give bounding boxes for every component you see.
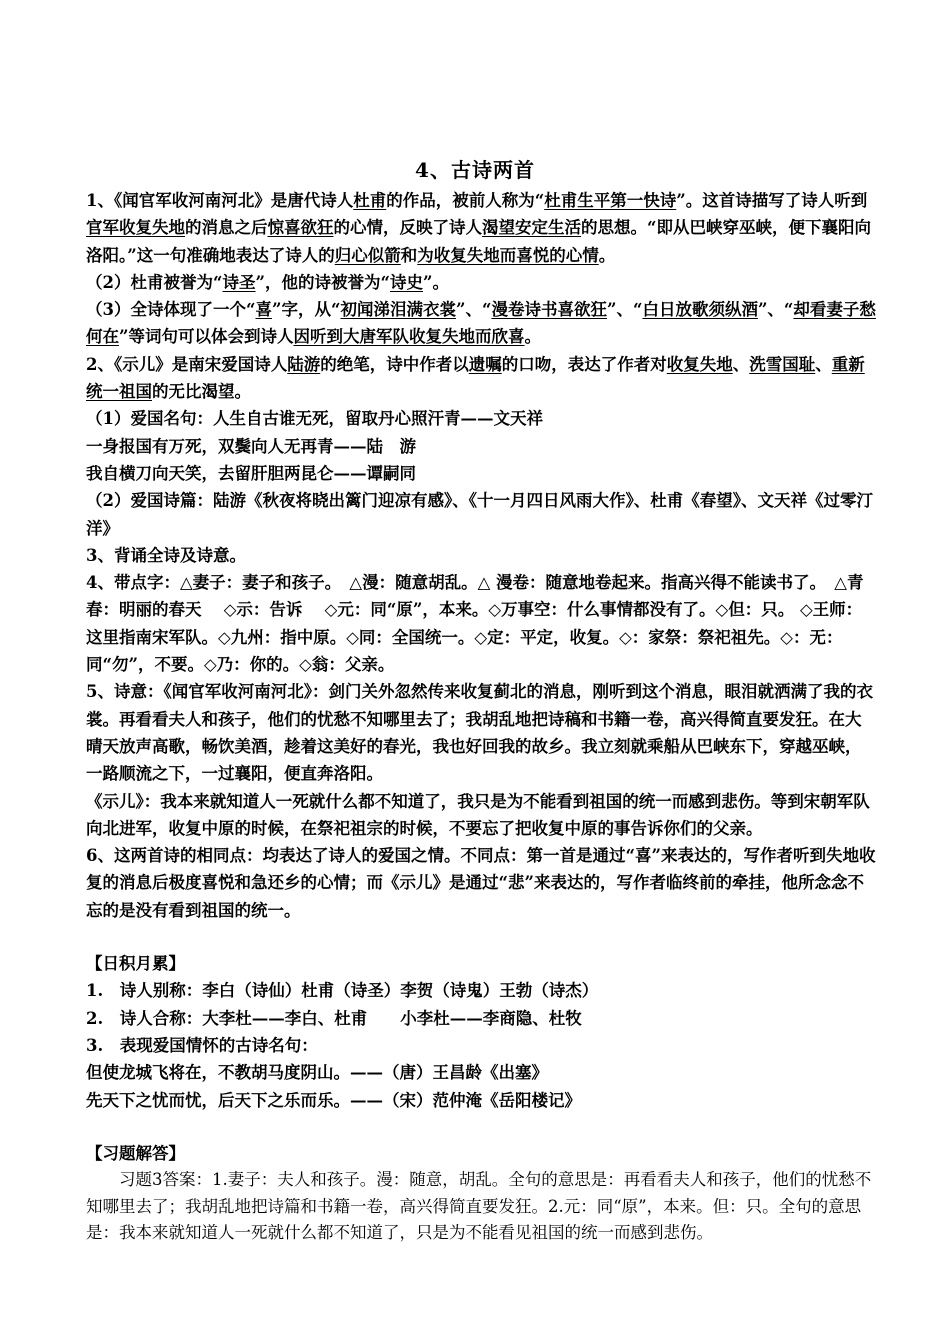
rijiyuelei-line-3: 3. 表现爱国情怀的古诗名句： (86, 1035, 318, 1055)
item-5: 5、诗意：《闻官军收河南河北》：剑门关外忽然传来收复蓟北的消息，刚听到这个消息，眼泪就洒满了我的衣裳。再看看夫人和孩子，他们的忧愁不知哪里去了；我胡乱地把诗稿和书籍一卷，高兴得简直要发狂。在大晴天放声高歌，畅饮美酒，趁着这美好的春光，我也好回我的故乡。我立刻就乘船从巴峡东下，穿越巫峡，一路顺流之下，一过襄阳，便直奔洛阳。 (86, 682, 873, 784)
item-1-3: （3）全诗体现了一个“喜”字，从“初闻涕泪满衣裳”、“漫卷诗书喜欲狂”、“白日放歌须纵酒”、“却看妻子愁何在”等词句可以体会到诗人因听到大唐军队收复失地而欣喜。 (86, 300, 876, 347)
patriotic-quote-3: 我自横刀向天笑，去留肝胆两昆仑——谭嗣同 (86, 463, 416, 483)
item-1: 1、《闻官军收河南河北》是唐代诗人杜甫的作品，被前人称为“杜甫生平第一快诗”。这首诗描写了诗人听到官军收复失地的消息之后惊喜欲狂的心情，反映了诗人渴望安定生活的思想。“即从巴峡穿巫峡，便下襄阳向洛阳。”这一句准确地表达了诗人的归心似箭和为收复失地而喜悦的心情。 (86, 191, 871, 265)
document-body (86, 187, 876, 1247)
item-3: 3、背诵全诗及诗意。 (86, 545, 246, 565)
patriotic-poems: （2）爱国诗篇：陆游《秋夜将晓出篱门迎凉有感》、《十一月四日风雨大作》、杜甫《春望》、文天祥《过零汀洋》 (86, 491, 873, 538)
rijiyuelei-heading: 【日积月累】 (86, 954, 185, 974)
rijiyuelei-line-2: 2. 诗人合称：大李杜——李白、杜甫 小李杜——李商隐、杜牧 (86, 1008, 582, 1028)
item-2: 2、《示儿》是南宋爱国诗人陆游的绝笔，诗中作者以遗嘱的口吻，表达了作者对收复失地、洗雪国耻、重新统一祖国的无比渴望。 (86, 354, 865, 402)
rijiyuelei-line-1: 1. 诗人别称：李白（诗仙）杜甫（诗圣）李贺（诗鬼）王勃（诗杰） (86, 981, 599, 1001)
patriotic-quote-2: 一身报国有万死，双鬓向人无再青——陆 游 (86, 436, 416, 456)
item-4: 4、带点字：△妻子：妻子和孩子。 △漫：随意胡乱。△ 漫卷：随意地卷起来。指高兴得不能读书了。 △青春：明丽的春天 ◇示：告诉 ◇元：同“原”，本来。◇万事空：什么事情都没有了。◇但：只。 ◇王师：这里指南宋军队。◇九州：指中原。◇同：全国统一。◇定：平定，收复。◇：家祭：祭祀祖先。◇：无：同“勿”，不要。◇乃：你的。◇翁：父亲。 (86, 573, 864, 675)
xiti-heading: 【习题解答】 (86, 1143, 185, 1163)
item-6: 6、这两首诗的相同点：均表达了诗人的爱国之情。不同点：第一首是通过“喜”来表达的，写作者听到失地收复的消息后极度喜悦和急还乡的心情；而《示儿》是通过“悲”来表达的，写作者临终前的牵挂，他所念念不忘的是没有看到祖国的统一。 (86, 846, 876, 920)
item-1-2: （2）杜甫被誉为“诗圣”，他的诗被誉为“诗史”。 (86, 272, 449, 292)
xiti-answer: 习题3答案：1.妻子：夫人和孩子。漫：随意，胡乱。全句的意思是：再看看夫人和孩子，他们的忧愁不知哪里去了；我胡乱地把诗篇和书籍一卷，高兴得简直要发狂。2.元：同“原”，本来。但：只。全句的意思是：我本来就知道人一死就什么都不知道了，只是为不能看见祖国的统一而感到悲伤。 (86, 1170, 872, 1243)
rijiyuelei-quote-1: 但使龙城飞将在，不教胡马度阴山。——（唐）王昌龄《出塞》 (86, 1063, 548, 1083)
rijiyuelei-quote-2: 先天下之忧而忧，后天下之乐而乐。——（宋）范仲淹《岳阳楼记》 (86, 1090, 581, 1110)
patriotic-quote-1: （1）爱国名句：人生自古谁无死，留取丹心照汗青——文天祥 (86, 409, 543, 429)
page-title: 4、古诗两首 (415, 158, 535, 182)
item-5-shier: 《示儿》：我本来就知道人一死就什么都不知道了，我只是为不能看到祖国的统一而感到悲伤。等到宋朝军队向北进军，收复中原的时候，在祭祀祖宗的时候，不要忘了把收复中原的事告诉你们的父亲。 (86, 791, 870, 838)
